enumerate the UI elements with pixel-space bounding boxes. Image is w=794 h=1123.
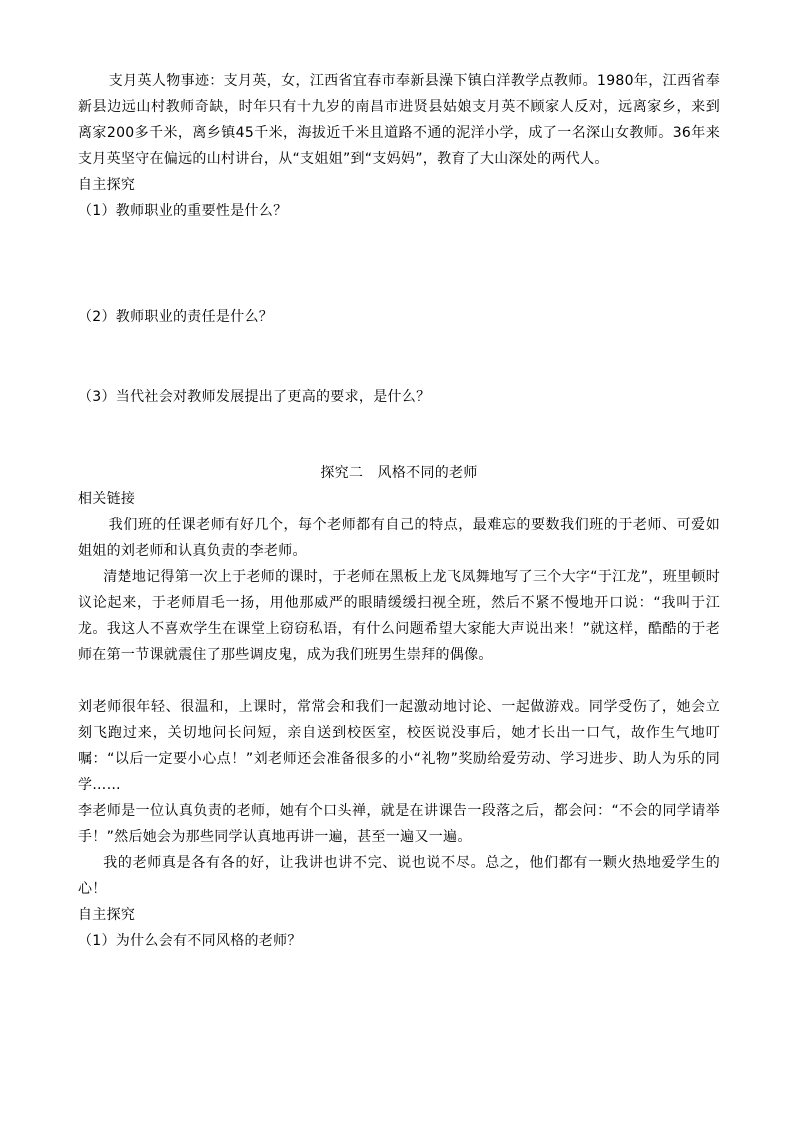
document-content xyxy=(78,68,720,954)
story-paragraph: 刘老师很年轻、很温和，上课时，常常会和我们一起激动地讨论、一起做游戏。同学受伤了，她会立刻飞跑过来，关切地问长问短，亲自送到校医室，校医说没事后，她才长出一口气，故作生气地叮嘱：“以后一定要小心点！”刘老师还会准备很多的小“礼物”奖励给爱劳动、学习进步、助人为乐的同学…… xyxy=(78,699,720,793)
related-links-heading: 相关链接 xyxy=(78,491,136,507)
answer-space xyxy=(78,330,720,384)
answer-space xyxy=(78,224,720,304)
story-paragraph: 清楚地记得第一次上于老师的课时，于老师在黑板上龙飞凤舞地写了三个大字“于江龙”，班里顿时议论起来，于老师眉毛一扬，用他那威严的眼睛缓缓扫视全班，然后不紧不慢地开口说：“我叫于江龙。我这人不喜欢学生在课堂上窃窃私语，有什么问题希望大家能大声说出来！”就这样，酷酷的于老师在第一节课就震住了那些调皮鬼，成为我们班男生崇拜的偶像。 xyxy=(78,569,720,663)
explore-heading: 自主探究 xyxy=(78,177,136,193)
story-paragraph: 我的老师真是各有各的好，让我讲也讲不完、说也说不尽。总之，他们都有一颗火热地爱学生的心！ xyxy=(78,855,720,897)
question-4: （1）为什么会有不同风格的老师？ xyxy=(78,933,302,949)
section-title: 探究二 风格不同的老师 xyxy=(320,465,478,481)
answer-space xyxy=(78,410,720,460)
question-1: （1）教师职业的重要性是什么？ xyxy=(78,203,288,219)
story-paragraph: 我们班的任课老师有好几个，每个老师都有自己的特点，最难忘的要数我们班的于老师、可爱如姐姐的刘老师和认真负责的李老师。 xyxy=(78,517,720,559)
question-2: （2）教师职业的责任是什么？ xyxy=(78,309,274,325)
bio-paragraph: 支月英人物事迹：支月英，女，江西省宜春市奉新县澡下镇白洋教学点教师。1980年，江西省奉新县边远山村教师奇缺，时年只有十九岁的南昌市进贤县姑娘支月英不顾家人反对，远离家乡，来到离家200多千米，离乡镇45千米，海拔近千米且道路不通的泥洋小学，成了一名深山女教师。36年来支月英坚守在偏远的山村讲台，从“支姐姐”到“支妈妈”，教育了大山深处的两代人。 xyxy=(78,73,720,167)
question-3: （3）当代社会对教师发展提出了更高的要求，是什么？ xyxy=(78,389,431,405)
paragraph-gap xyxy=(78,668,720,694)
story-paragraph: 李老师是一位认真负责的老师，她有个口头禅，就是在讲课告一段落之后，都会问：“不会的同学请举手！”然后她会为那些同学认真地再讲一遍，甚至一遍又一遍。 xyxy=(78,803,720,845)
explore-heading-2: 自主探究 xyxy=(78,907,136,923)
